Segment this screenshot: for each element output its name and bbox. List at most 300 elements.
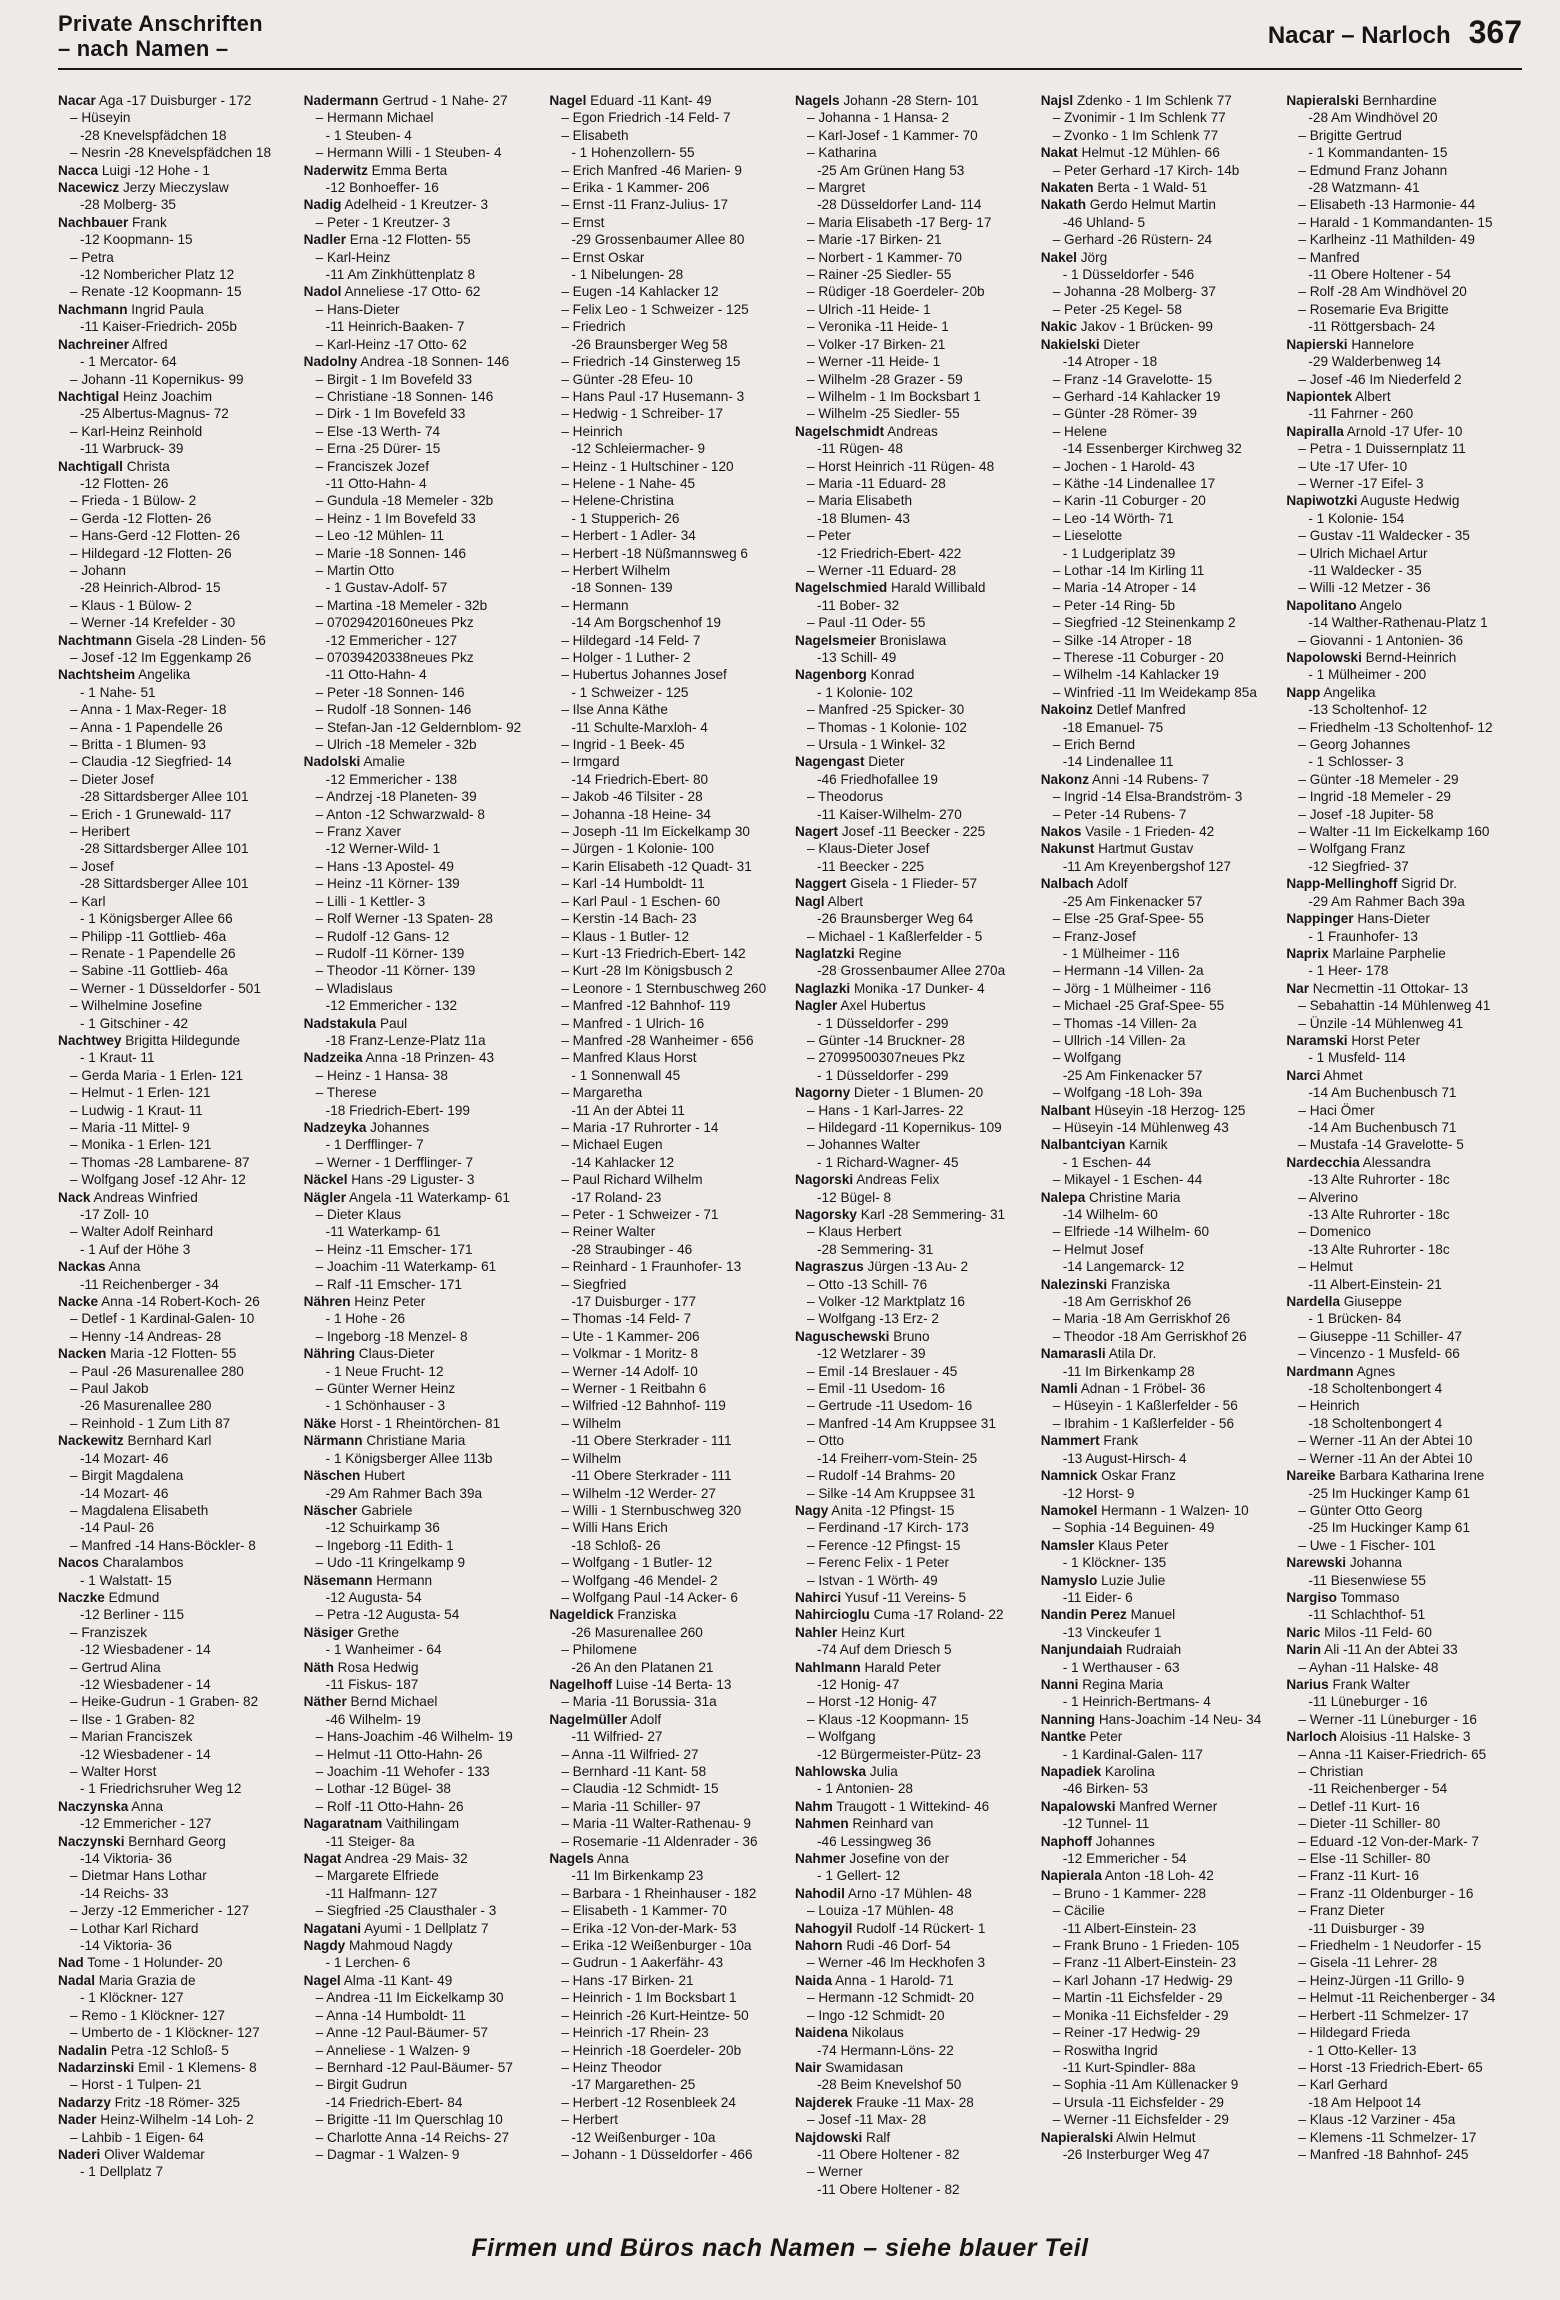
entry-text: – Sophia -14 Beguinen- 49 <box>1052 1520 1215 1536</box>
directory-column-3 <box>549 92 785 2222</box>
directory-entry <box>795 92 1031 109</box>
directory-entry <box>1041 945 1277 962</box>
directory-entry <box>1041 458 1277 475</box>
directory-entry <box>549 336 785 353</box>
directory-entry <box>1286 1102 1522 1119</box>
directory-entry <box>58 2059 294 2076</box>
directory-entry <box>1041 440 1277 457</box>
entry-text: Dieter <box>864 754 905 770</box>
entry-text: -46 Friedhofallee 19 <box>817 771 938 787</box>
directory-entry <box>795 1380 1031 1397</box>
directory-entry <box>58 127 294 144</box>
directory-entry <box>795 1467 1031 1484</box>
entry-text: – Günter -28 Römer- 39 <box>1052 406 1197 422</box>
directory-entry <box>1041 301 1277 318</box>
directory-entry <box>304 597 540 614</box>
entry-text: – Klaus Herbert <box>807 1224 902 1240</box>
directory-entry <box>795 1345 1031 1362</box>
directory-entry <box>304 1485 540 1502</box>
entry-text: -28 Sittardsberger Allee 101 <box>80 789 249 805</box>
directory-entry <box>304 1519 540 1536</box>
directory-entry <box>795 318 1031 335</box>
entry-text: -28 Am Windhövel 20 <box>1308 110 1438 126</box>
entry-text: – Andrzej -18 Planeten- 39 <box>315 789 477 805</box>
directory-entry <box>1041 1450 1277 1467</box>
entry-text: - 1 Gellert- 12 <box>817 1868 901 1884</box>
directory-entry <box>1041 962 1277 979</box>
entry-text: – Helmut Josef <box>1052 1241 1144 1257</box>
entry-text: Hartmut Gustav <box>1094 841 1194 857</box>
directory-entry <box>795 893 1031 910</box>
entry-text: -14 Mozart- 46 <box>80 1450 169 1466</box>
entry-text: – Else -25 Graf-Spee- 55 <box>1052 911 1204 927</box>
directory-entry <box>304 1293 540 1310</box>
entry-text: – Peter -18 Sonnen- 146 <box>315 684 465 700</box>
entry-text: – Johannes Walter <box>807 1137 920 1153</box>
directory-entry <box>304 92 540 109</box>
entry-text: – Bernhard -12 Paul-Bäumer- 57 <box>315 2059 513 2075</box>
directory-entry <box>1286 1641 1522 1658</box>
directory-entry <box>304 980 540 997</box>
entry-text: -14 Wilhelm- 60 <box>1062 1207 1158 1222</box>
entry-text: Bernhardine <box>1358 93 1437 108</box>
directory-entry <box>58 719 294 736</box>
directory-entry <box>304 945 540 962</box>
entry-text: Angelika <box>1320 684 1376 700</box>
directory-entry <box>58 2146 294 2163</box>
entry-text: -11 Halfmann- 127 <box>325 1885 438 1901</box>
directory-entry <box>549 2042 785 2059</box>
directory-entry <box>549 1676 785 1693</box>
entry-text: Anna <box>593 1851 629 1867</box>
entry-text: – Sophia -11 Am Küllenacker 9 <box>1052 2077 1239 2093</box>
directory-entry <box>549 1485 785 1502</box>
entry-text: - 1 Sonnenwall 45 <box>571 1067 681 1083</box>
entry-text: – Wolfgang Paul -14 Acker- 6 <box>561 1589 738 1605</box>
directory-entry <box>549 1763 785 1780</box>
directory-entry <box>549 1711 785 1728</box>
entry-surname: Nagy <box>795 1502 829 1518</box>
entry-text: Johanna <box>1346 1555 1402 1571</box>
directory-entry <box>58 196 294 213</box>
directory-entry <box>58 1293 294 1310</box>
directory-entry <box>58 1519 294 1536</box>
directory-entry <box>1041 1572 1277 1589</box>
entry-text: – Harald - 1 Kommandanten- 15 <box>1298 214 1493 230</box>
entry-text: – Reinhard - 1 Fraunhofer- 13 <box>561 1259 742 1275</box>
entry-text: -28 Straubinger - 46 <box>571 1241 693 1257</box>
entry-text: Luise -14 Berta- 13 <box>612 1676 732 1692</box>
directory-entry <box>1041 318 1277 335</box>
directory-entry <box>549 719 785 736</box>
directory-entry <box>795 249 1031 266</box>
directory-entry <box>58 266 294 283</box>
directory-entry <box>1041 249 1277 266</box>
entry-text: – Ingeborg -11 Edith- 1 <box>315 1537 454 1553</box>
directory-entry <box>549 1119 785 1136</box>
directory-entry <box>1041 1102 1277 1119</box>
entry-text: – Jürgen - 1 Kolonie- 100 <box>561 841 714 857</box>
directory-entry <box>549 283 785 300</box>
directory-entry <box>795 162 1031 179</box>
directory-entry <box>795 1728 1031 1745</box>
directory-entry <box>795 597 1031 614</box>
entry-surname: Naggert <box>795 876 847 892</box>
directory-entry <box>1041 1763 1277 1780</box>
directory-entry <box>304 806 540 823</box>
entry-surname: Näsemann <box>303 1572 373 1588</box>
entry-text: - 1 Kolonie- 154 <box>1308 510 1405 526</box>
entry-text: -14 Viktoria- 36 <box>80 1851 172 1867</box>
entry-text: -11 Schlachthof- 51 <box>1308 1607 1426 1623</box>
directory-entry <box>1041 1659 1277 1676</box>
directory-entry <box>1041 1606 1277 1623</box>
entry-text: -12 Horst- 9 <box>1062 1485 1135 1501</box>
directory-entry <box>795 2146 1031 2163</box>
entry-text: – Herbert -18 Nüßmannsweg 6 <box>561 545 748 561</box>
entry-text: - 1 Derfflinger- 7 <box>325 1137 424 1153</box>
entry-text: – Hubertus Johannes Josef <box>561 667 727 683</box>
entry-text: Detlef Manfred <box>1092 702 1186 718</box>
entry-text: – Peter - 1 Kreutzer- 3 <box>315 214 451 230</box>
directory-entry <box>1286 1363 1522 1380</box>
entry-text: – Günter Otto Georg <box>1298 1502 1423 1518</box>
entry-surname: Nagler <box>795 998 838 1014</box>
entry-text: – Henny -14 Andreas- 28 <box>70 1328 222 1344</box>
directory-entry <box>1286 910 1522 927</box>
entry-text: – Georg Johannes <box>1298 737 1411 753</box>
directory-entry <box>304 1241 540 1258</box>
directory-entry <box>1286 1415 1522 1432</box>
entry-text: -17 Zoll- 10 <box>80 1207 149 1222</box>
entry-surname: Nar <box>1286 980 1310 996</box>
directory-entry <box>1286 440 1522 457</box>
entry-text: – Wilhelm - 1 Im Bocksbart 1 <box>807 388 981 404</box>
entry-text: - 1 Richard-Wagner- 45 <box>817 1154 959 1170</box>
directory-entry <box>1286 632 1522 649</box>
directory-entry <box>1286 1154 1522 1171</box>
entry-surname: Nack <box>58 1189 91 1205</box>
directory-entry <box>304 1920 540 1937</box>
directory-entry <box>1286 545 1522 562</box>
entry-surname: Napolitano <box>1286 597 1357 613</box>
directory-entry <box>795 858 1031 875</box>
entry-text: – Winfried -11 Im Weidekamp 85a <box>1052 684 1257 700</box>
entry-text: – Franz-Josef <box>1052 928 1136 944</box>
directory-entry <box>1286 144 1522 161</box>
directory-entry <box>304 1937 540 1954</box>
directory-entry <box>1041 1136 1277 1153</box>
entry-text: – Joseph -11 Im Eickelkamp 30 <box>561 824 750 840</box>
directory-entry <box>1286 1032 1522 1049</box>
entry-text: – Ute -17 Ufer- 10 <box>1298 458 1408 474</box>
entry-text: – Else -11 Schiller- 80 <box>1298 1851 1431 1867</box>
entry-text: Barbara Katharina Irene <box>1335 1468 1485 1484</box>
entry-text: Franziska <box>1107 1276 1170 1292</box>
directory-entry <box>549 231 785 248</box>
entry-text: – Hüseyin -14 Mühlenweg 43 <box>1052 1119 1229 1135</box>
directory-entry <box>304 336 540 353</box>
directory-entry <box>304 1850 540 1867</box>
directory-entry <box>795 336 1031 353</box>
entry-text: Horst - 1 Rheintörchen- 81 <box>336 1415 501 1431</box>
directory-entry <box>1286 945 1522 962</box>
directory-entry <box>795 840 1031 857</box>
directory-entry <box>549 1067 785 1084</box>
directory-entry <box>58 1763 294 1780</box>
entry-text: -12 Koopmann- 15 <box>80 232 193 248</box>
directory-entry <box>304 1328 540 1345</box>
directory-entry <box>304 162 540 179</box>
directory-entry <box>795 1119 1031 1136</box>
directory-entry <box>1286 1972 1522 1989</box>
entry-text: – Rudolf -12 Gans- 12 <box>315 928 450 944</box>
entry-text: – Heinz - 1 Hansa- 38 <box>315 1067 448 1083</box>
directory-entry <box>304 1102 540 1119</box>
entry-surname: Nagert <box>795 824 839 840</box>
entry-surname: Nalbant <box>1040 1102 1091 1118</box>
directory-entry <box>58 858 294 875</box>
entry-surname: Narloch <box>1286 1729 1337 1745</box>
directory-entry <box>58 562 294 579</box>
entry-text: Christa <box>122 458 170 474</box>
entry-text: -11 Wilfried- 27 <box>571 1729 663 1745</box>
directory-entry <box>58 1241 294 1258</box>
entry-text: Traugott - 1 Wittekind- 46 <box>832 1798 990 1814</box>
directory-entry <box>549 2007 785 2024</box>
directory-entry <box>58 1485 294 1502</box>
directory-entry <box>1041 492 1277 509</box>
directory-entry <box>304 1189 540 1206</box>
entry-text: -46 Uhland- 5 <box>1062 214 1146 230</box>
directory-entry <box>304 2076 540 2093</box>
entry-surname: Nahodil <box>795 1885 845 1901</box>
directory-entry <box>1286 1258 1522 1275</box>
entry-text: – Domenico <box>1298 1224 1371 1240</box>
directory-entry <box>304 1067 540 1084</box>
entry-text: – Hildegard Frieda <box>1298 2025 1411 2041</box>
directory-entry <box>549 1136 785 1153</box>
entry-text: -28 Grossenbaumer Allee 270a <box>817 963 1006 979</box>
directory-column-2 <box>304 92 540 2222</box>
entry-text: – Volkmar - 1 Moritz- 8 <box>561 1346 699 1362</box>
directory-entry <box>795 1989 1031 2006</box>
entry-text: – Mustafa -14 Gravelotte- 5 <box>1298 1137 1464 1153</box>
entry-surname: Napp <box>1286 684 1321 700</box>
entry-text: – Manfred Klaus Horst <box>561 1050 697 1066</box>
entry-text: Marlaine Parphelie <box>1328 945 1446 961</box>
entry-text: – Heinz -11 Emscher- 171 <box>315 1241 473 1257</box>
directory-entry <box>795 1606 1031 1623</box>
directory-entry <box>549 318 785 335</box>
entry-text: Gertrud - 1 Nahe- 27 <box>378 93 508 108</box>
entry-surname: Napadiek <box>1040 1764 1102 1779</box>
entry-text: – Giuseppe -11 Schiller- 47 <box>1298 1328 1463 1344</box>
entry-text: – Petra <box>70 249 114 265</box>
directory-entry <box>304 1397 540 1414</box>
directory-entry <box>795 1589 1031 1606</box>
entry-surname: Nahm <box>795 1798 833 1814</box>
entry-text: – Johanna -28 Molberg- 37 <box>1052 284 1216 300</box>
directory-entry <box>549 1328 785 1345</box>
entry-text: – Zvonko - 1 Im Schlenk 77 <box>1052 127 1219 143</box>
directory-entry <box>1041 1241 1277 1258</box>
entry-text: Anna <box>105 1259 141 1275</box>
directory-entry <box>1041 1049 1277 1066</box>
entry-text: – Helmut - 1 Erlen- 121 <box>70 1085 211 1101</box>
entry-text: – Werner <box>807 2164 863 2180</box>
directory-entry <box>58 736 294 753</box>
entry-text: Emma Berta <box>367 162 448 178</box>
entry-text: -11 Warbruck- 39 <box>80 441 184 457</box>
entry-text: – Hans - 1 Karl-Jarres- 22 <box>807 1102 964 1118</box>
entry-text: – Britta - 1 Blumen- 93 <box>70 737 206 753</box>
entry-text: Anita -12 Pfingst- 15 <box>828 1502 955 1518</box>
entry-surname: Nahogyil <box>795 1920 853 1936</box>
directory-entry <box>549 92 785 109</box>
directory-entry <box>58 144 294 161</box>
entry-text: – Rolf Werner -13 Spaten- 28 <box>315 911 493 927</box>
entry-text: – Helene <box>1052 423 1108 439</box>
entry-text: -25 Im Huckinger Kamp 61 <box>1308 1485 1471 1501</box>
entry-text: – Reiner Walter <box>561 1224 656 1240</box>
entry-text: Vaithilingam <box>382 1816 460 1832</box>
entry-text: -12 Schleiermacher- 9 <box>571 441 706 457</box>
entry-text: – Claudia -12 Schmidt- 15 <box>561 1781 719 1797</box>
entry-text: – Marie -18 Sonnen- 146 <box>315 545 467 561</box>
entry-text: – Mikayel - 1 Eschen- 44 <box>1052 1172 1203 1188</box>
entry-surname: Namyslo <box>1040 1572 1098 1588</box>
directory-entry <box>1286 597 1522 614</box>
entry-text: – Therese <box>315 1085 377 1101</box>
entry-text: Rudolf -14 Rückert- 1 <box>852 1920 986 1936</box>
entry-surname: Nagaratnam <box>303 1816 383 1832</box>
directory-entry <box>1286 614 1522 631</box>
entry-surname: Nadal <box>58 1972 96 1988</box>
entry-text: Christine Maria <box>1085 1189 1181 1205</box>
entry-text: – Erika - 1 Kammer- 206 <box>561 180 710 196</box>
directory-entry <box>304 614 540 631</box>
entry-text: – Brigitte Gertrud <box>1298 127 1402 143</box>
directory-entry <box>795 2163 1031 2180</box>
entry-text: - 1 Dellplatz 7 <box>80 2164 164 2180</box>
entry-text: Manfred Werner <box>1115 1798 1218 1814</box>
directory-entry <box>304 109 540 126</box>
directory-entry <box>795 1763 1031 1780</box>
entry-text: -14 Reichs- 33 <box>80 1885 169 1901</box>
directory-entry <box>304 1049 540 1066</box>
entry-text: -29 Am Rahmer Bach 39a <box>1308 893 1465 909</box>
directory-entry <box>549 1937 785 1954</box>
directory-entry <box>1286 2146 1522 2163</box>
entry-text: – Birgit Magdalena <box>70 1468 184 1484</box>
entry-text: Nikolaus <box>847 2025 904 2041</box>
entry-text: Hermann - 1 Walzen- 10 <box>1097 1502 1249 1518</box>
entry-surname: Nackewitz <box>58 1433 124 1449</box>
entry-text: -46 Wilhelm- 19 <box>325 1711 421 1727</box>
directory-entry <box>795 1171 1031 1188</box>
entry-text: – Erika -12 Weißenburger - 10a <box>561 1938 752 1954</box>
directory-column-1 <box>58 92 294 2222</box>
directory-entry <box>304 649 540 666</box>
directory-entry <box>1041 127 1277 144</box>
directory-entry <box>549 1467 785 1484</box>
entry-text: Frank <box>128 214 167 230</box>
directory-entry <box>58 1572 294 1589</box>
directory-entry <box>549 980 785 997</box>
entry-surname: Nagengast <box>795 754 865 770</box>
entry-text: – Ferenc Felix - 1 Peter <box>807 1555 950 1571</box>
entry-text: -13 Alte Ruhrorter - 18c <box>1308 1207 1450 1222</box>
entry-text: – Klaus - 1 Bülow- 2 <box>70 597 192 613</box>
entry-text: – Heinrich -17 Rhein- 23 <box>561 2025 709 2041</box>
directory-entry <box>304 388 540 405</box>
entry-text: – Reinhold - 1 Zum Lith 87 <box>70 1415 231 1431</box>
entry-text: -11 Kaiser-Wilhelm- 270 <box>817 806 962 822</box>
directory-entry <box>549 1954 785 1971</box>
entry-text: – Hans-Joachim -46 Wilhelm- 19 <box>315 1729 513 1745</box>
header-rule <box>58 68 1522 70</box>
directory-entry <box>1041 2129 1277 2146</box>
entry-text: – Johann - 1 Düsseldorfer - 466 <box>561 2146 753 2162</box>
entry-text: – Wolfgang -13 Erz- 2 <box>807 1311 939 1327</box>
directory-entry <box>549 1310 785 1327</box>
entry-surname: Nad <box>58 1955 84 1971</box>
directory-entry <box>1041 736 1277 753</box>
entry-surname: Nagels <box>549 1851 594 1867</box>
directory-entry <box>1286 771 1522 788</box>
directory-entry <box>58 597 294 614</box>
entry-text: – Wolfgang -46 Mendel- 2 <box>561 1572 718 1588</box>
directory-entry <box>304 788 540 805</box>
directory-entry <box>795 527 1031 544</box>
entry-text: – Manfred - 1 Ulrich- 16 <box>561 1015 705 1031</box>
directory-entry <box>549 249 785 266</box>
directory-entry <box>549 405 785 422</box>
entry-text: – Ernst -11 Franz-Julius- 17 <box>561 197 729 213</box>
directory-entry <box>58 997 294 1014</box>
entry-surname: Nagorny <box>795 1085 851 1101</box>
entry-text: -74 Auf dem Driesch 5 <box>817 1642 952 1658</box>
entry-text: Cuma -17 Roland- 22 <box>869 1607 1004 1623</box>
directory-entry <box>58 2007 294 2024</box>
entry-text: -18 Franz-Lenze-Platz 11a <box>325 1032 486 1048</box>
entry-text: – Franciszek Jozef <box>315 458 429 474</box>
entry-text: Monika -17 Dunker- 4 <box>850 980 985 996</box>
directory-entry <box>549 1972 785 1989</box>
entry-text: – Manfred -18 Bahnhof- 245 <box>1298 2146 1469 2162</box>
directory-entry <box>58 1641 294 1658</box>
directory-entry <box>795 910 1031 927</box>
directory-entry <box>549 684 785 701</box>
entry-text: – 07039420338neues Pkz <box>315 650 474 665</box>
entry-text: Adolf <box>1093 876 1128 892</box>
directory-entry <box>1041 1345 1277 1362</box>
entry-text: Atila Dr. <box>1105 1346 1157 1362</box>
entry-text: -11 Albert-Einstein- 21 <box>1308 1276 1442 1292</box>
entry-text: - 1 Wanheimer - 64 <box>325 1642 442 1658</box>
directory-entry <box>304 1606 540 1623</box>
directory-entry <box>1286 1310 1522 1327</box>
directory-entry <box>549 545 785 562</box>
directory-entry <box>1286 127 1522 144</box>
entry-surname: Nagorsky <box>795 1207 857 1222</box>
directory-entry <box>795 1885 1031 1902</box>
entry-text: -74 Hermann-Löns- 22 <box>817 2042 954 2058</box>
directory-entry <box>1041 1746 1277 1763</box>
entry-surname: Nachmann <box>58 301 128 317</box>
entry-text: – Horst Heinrich -11 Rügen- 48 <box>807 458 995 474</box>
